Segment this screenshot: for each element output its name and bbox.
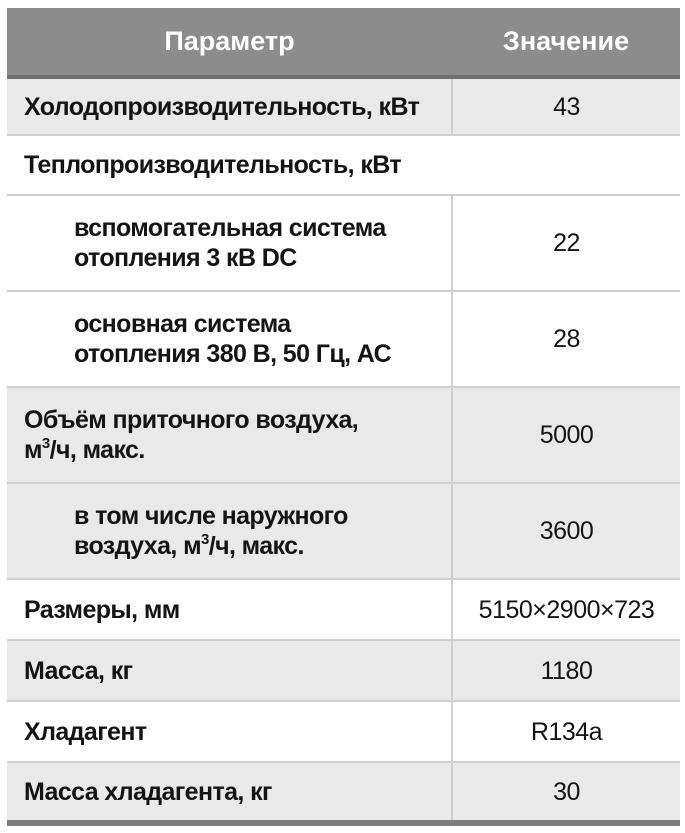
row-parameter-unit: воздуха, м [74, 532, 201, 560]
row-parameter-line: вспомогательная система [74, 214, 386, 242]
table-row [7, 701, 680, 762]
table-row [7, 195, 680, 291]
column-header-value: Значение [452, 8, 680, 77]
table-row [7, 483, 680, 579]
header-row [7, 8, 680, 77]
row-parameter-unit: м [24, 436, 42, 464]
row-parameter: Теплопроизводительность, кВт [7, 135, 452, 195]
row-parameter-line: Объём приточного воздуха, [24, 406, 359, 434]
row-value: R134a [452, 701, 680, 762]
table-header [7, 8, 680, 77]
row-parameter [7, 387, 452, 483]
row-value [452, 135, 680, 195]
table-row [7, 77, 680, 135]
row-parameter-line: отопления 3 кВ DC [74, 244, 297, 272]
row-parameter-line: отопления 380 В, 50 Гц, АС [74, 340, 392, 368]
table-row [7, 135, 680, 195]
row-parameter: Хладагент [7, 701, 452, 762]
row-parameter: Масса, кг [7, 640, 452, 701]
row-value: 43 [452, 77, 680, 135]
row-parameter [7, 291, 452, 387]
table-row [7, 387, 680, 483]
row-parameter: Масса хладагента, кг [7, 762, 452, 823]
row-value: 5150×2900×723 [452, 579, 680, 640]
superscript: 3 [41, 435, 50, 452]
row-parameter-unit: /ч, макс. [208, 532, 304, 560]
row-parameter: Размеры, мм [7, 579, 452, 640]
row-parameter [7, 195, 452, 291]
table-body [7, 77, 680, 823]
table-row [7, 579, 680, 640]
row-parameter [7, 483, 452, 579]
column-header-parameter: Параметр [7, 8, 452, 77]
row-parameter: Холодопроизводительность, кВт [7, 77, 452, 135]
row-value: 28 [452, 291, 680, 387]
row-parameter-unit: /ч, макс. [49, 436, 145, 464]
row-value: 3600 [452, 483, 680, 579]
superscript: 3 [200, 531, 209, 548]
row-value: 30 [452, 762, 680, 823]
row-parameter-line: основная система [74, 310, 291, 338]
specifications-table [7, 8, 680, 826]
row-value: 22 [452, 195, 680, 291]
row-value: 1180 [452, 640, 680, 701]
row-value: 5000 [452, 387, 680, 483]
table-row [7, 640, 680, 701]
table-row [7, 291, 680, 387]
table-row [7, 762, 680, 823]
row-parameter-line: в том числе наружного [74, 502, 348, 530]
